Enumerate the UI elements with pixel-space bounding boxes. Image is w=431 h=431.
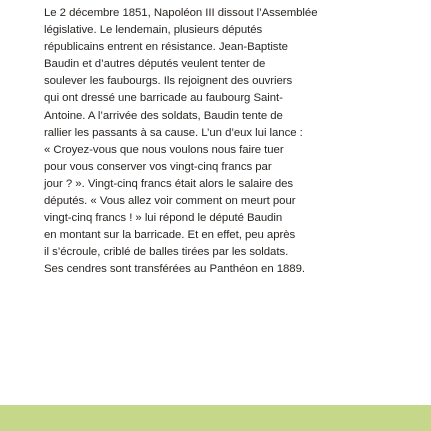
paragraph-line: législative. Le lendemain, plusieurs députés: [44, 24, 263, 37]
paragraph-line: Baudin et d’autres députés veulent tenter de: [44, 58, 266, 71]
paragraph-line: Ses cendres sont transférées au Panthéon en 1889.: [44, 263, 305, 276]
paragraph-line: pour vous conserver vos vingt-cinq francs par: [44, 160, 272, 173]
paragraph-line: Le 2 décembre 1851, Napoléon III dissout l’Assemblée: [44, 7, 318, 19]
paragraph-line: jour ? ». Vingt-cinq francs était alors le salaire des: [44, 177, 294, 190]
paragraph-line: rallier les passants à sa cause. L’un d’eux lui lance :: [44, 126, 303, 139]
paragraph-line: en montant sur la barricade. Et en effet, peu après: [44, 229, 296, 242]
paragraph-line: il s’écroule, criblé de balles tirées par les soldats.: [44, 246, 289, 259]
paragraph-line: députés. « Vous allez voir comment on meurt pour: [44, 195, 296, 208]
paragraph-line: républicains entrent en résistance. Jean-Baptiste: [44, 41, 288, 54]
paragraph-line: « Croyez-vous que nous voulons nous faire tuer: [44, 143, 284, 156]
accent-bar: [0, 405, 431, 431]
paragraph-line: vingt-cinq francs ! » lui répond le député Baudin: [44, 212, 283, 225]
article-paragraph: [44, 5, 431, 279]
paragraph-line: Antoine. A l’arrivée des soldats, Baudin tente de: [44, 109, 283, 122]
paragraph-line: soulever les faubourgs. Ils rejoignent des ouvriers: [44, 75, 293, 88]
paragraph-line: qui ont dressé une barricade au faubourg Saint-: [44, 92, 283, 105]
